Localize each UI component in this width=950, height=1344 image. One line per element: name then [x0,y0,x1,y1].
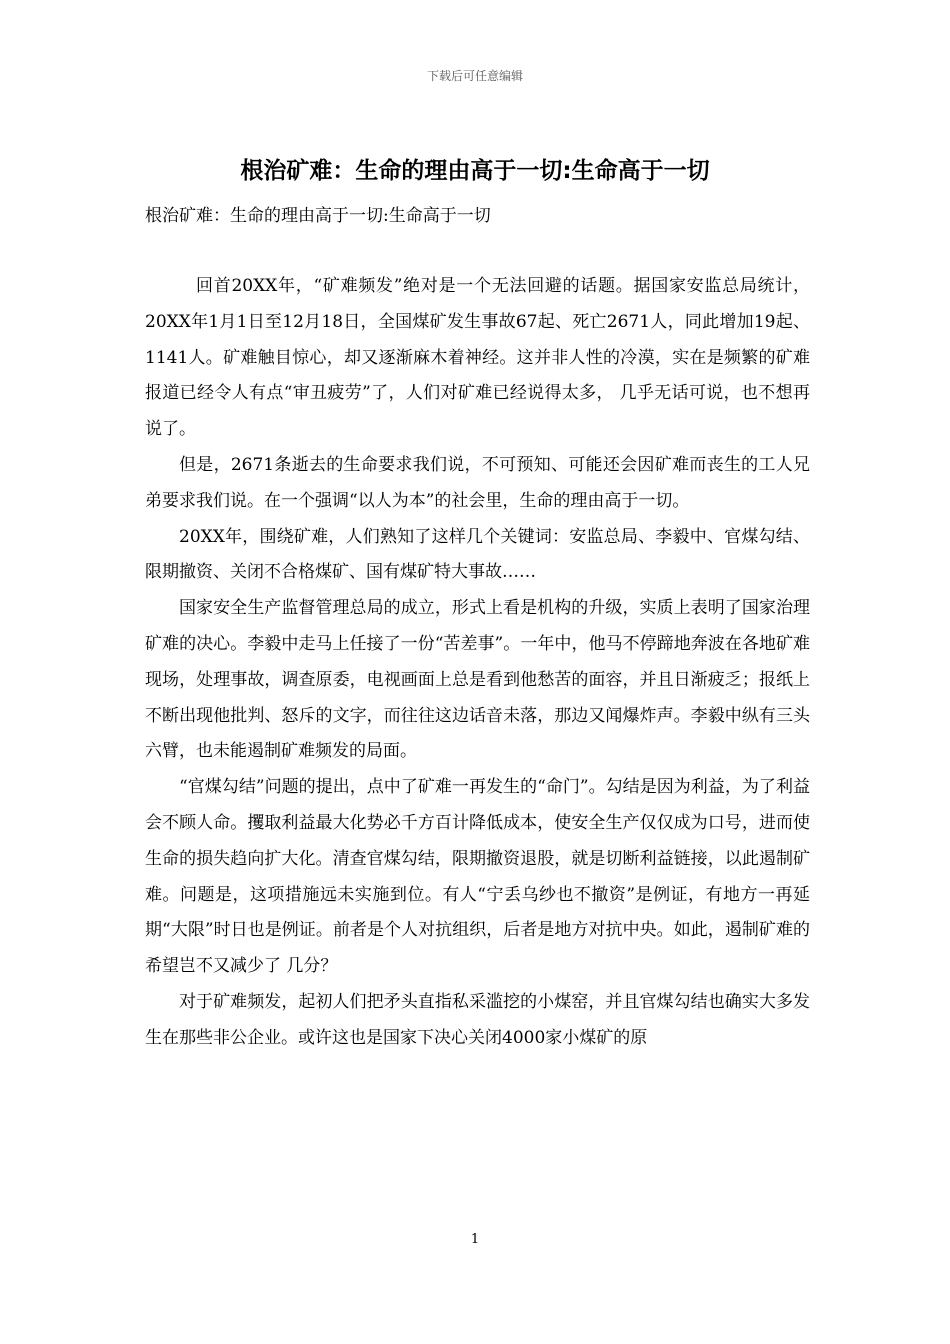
paragraph: 国家安全生产监督管理总局的成立，形式上看是机构的升级，实质上表明了国家治理矿难的决心。李毅中走马上任接了一份“苦差事”。一年中，他马不停蹄地奔波在各地矿难现场，处理事故，调查原委，电视画面上总是看到他愁苦的面容，并且日渐疲乏；报纸上不断出现他批判、怒斥的文字，而往往这边话音未落，那边又闻爆炸声。李毅中纵有三头六臂，也未能遏制矿难频发的局面。 [145,598,810,762]
paragraph: 20XX年，围绕矿难，人们熟知了这样几个关键词：安监总局、李毅中、官煤勾结、限期撤资、关闭不合格煤矿、国有煤矿特大事故…… [145,526,810,583]
paragraph: “官煤勾结”问题的提出，点中了矿难一再发生的“命门”。勾结是因为利益，为了利益会不顾人命。攫取利益最大化势必千方百计降低成本，使安全生产仅仅成为口号，进而使生命的损失趋向扩大化。清查官煤勾结，限期撤资退股，就是切断利益链接，以此遏制矿难。问题是，这项措施远未实施到位。有人“宁丢乌纱也不撤资”是例证，有地方一再延期“大限”时日也是例证。前者是个人对抗组织，后者是地方对抗中央。如此，遏制矿难的希望岂不又减少了 几分？ [145,777,810,977]
document-subtitle: 根治矿难：生命的理由高于一切:生命高于一切 [145,206,491,226]
page-number: 1 [470,1232,480,1247]
paragraph: 回首20XX年，“矿难频发”绝对是一个无法回避的话题。据国家安监总局统计，20XX年1月1日至12月18日，全国煤矿发生事故67起、死亡2671人，同此增加19起、1141人。矿难触目惊心，却又逐渐麻木着神经。这并非人性的冷漠，实在是频繁的矿难报道已经令人有点“审丑疲劳”了，人们对矿难已经说得太多， 几乎无话可说，也不想再说了。 [145,276,810,440]
document-title: 根治矿难：生命的理由高于一切:生命高于一切 [240,158,710,184]
paragraph: 但是，2671条逝去的生命要求我们说，不可预知、可能还会因矿难而丧生的工人兄弟要求我们说。在一个强调“以人为本”的社会里，生命的理由高于一切。 [145,454,810,511]
paragraph: 对于矿难频发，起初人们把矛头直指私采滥挖的小煤窑，并且官煤勾结也确实大多发生在那些非公企业。或许这也是国家下决心关闭4000家小煤矿的原 [145,991,810,1048]
document-body [145,269,810,1057]
header-note: 下载后可任意编辑 [426,69,523,83]
